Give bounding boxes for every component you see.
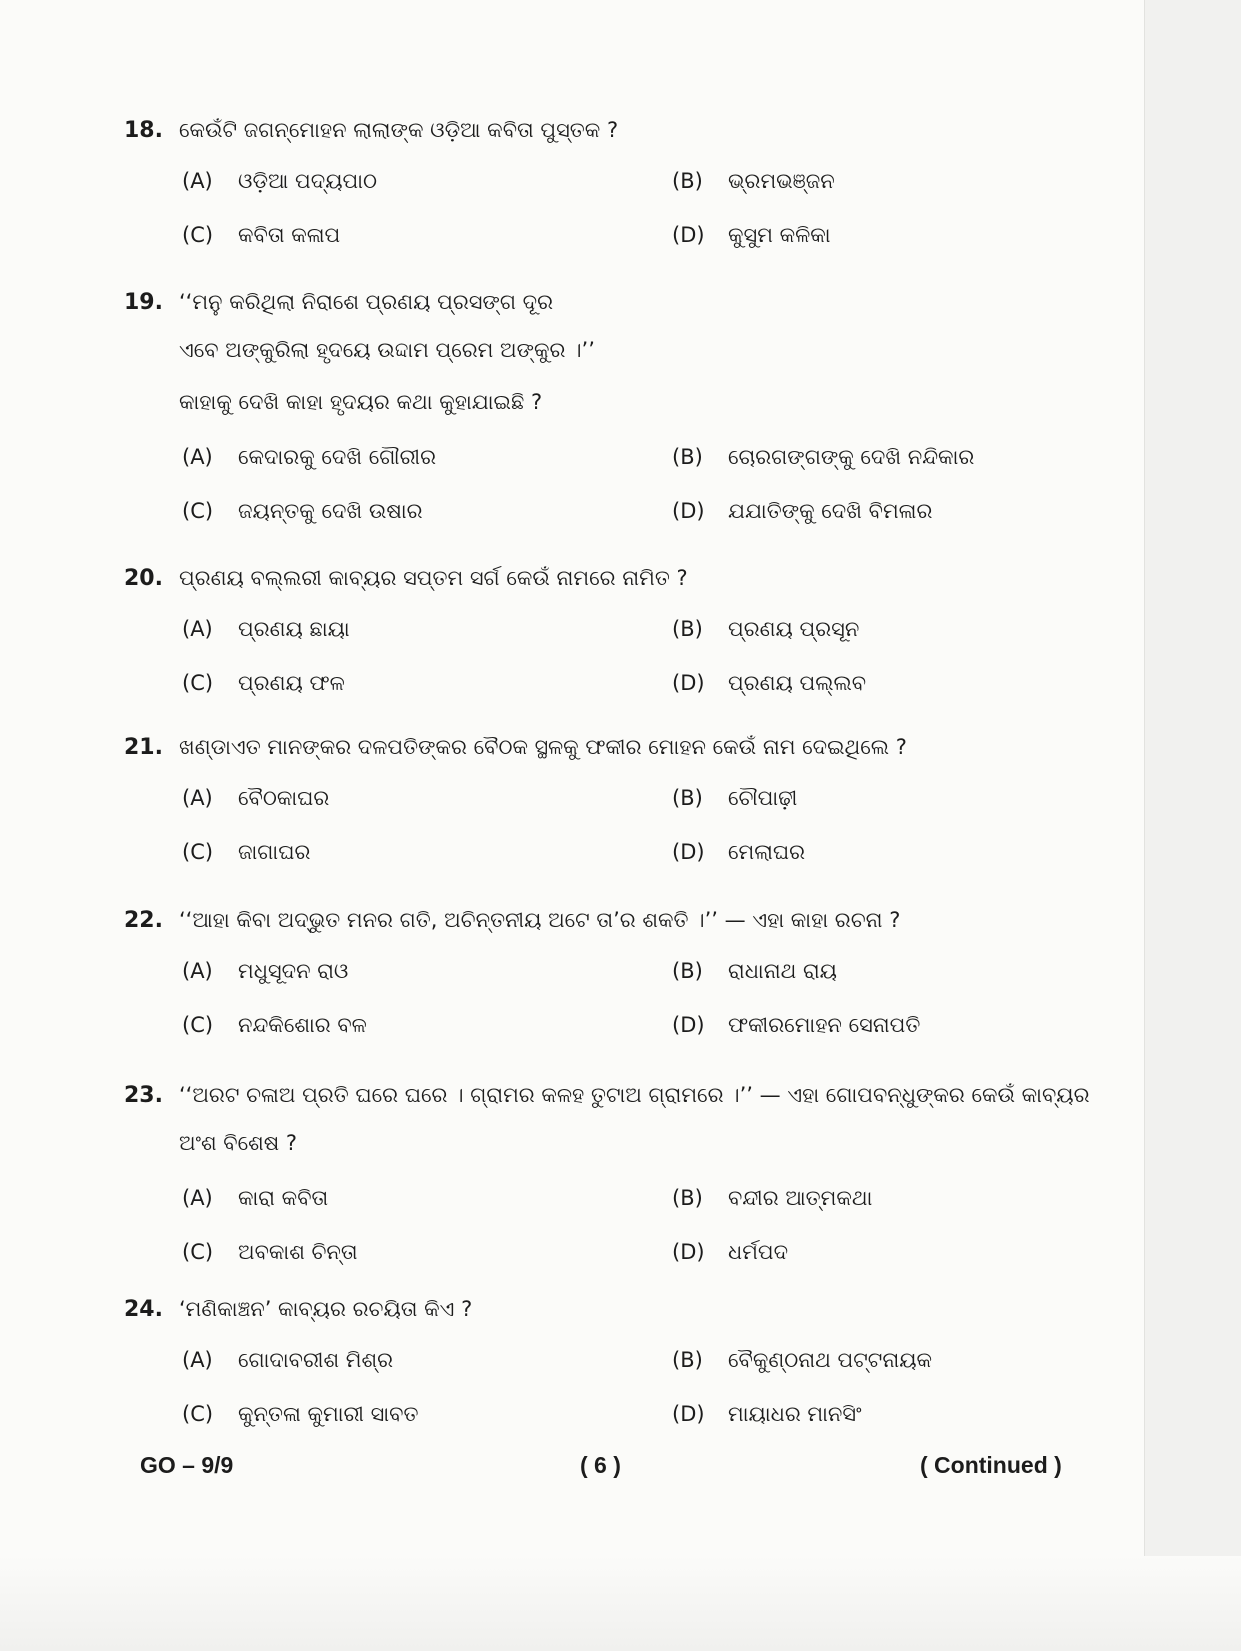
options [182,436,1084,532]
question-number: 21. [124,735,163,760]
option-d: (D) ମାୟାଧର ମାନସିଂ [672,1402,862,1426]
options [182,777,1084,873]
option-b: (B) ରାଧାନାଥ ରାୟ [672,959,837,983]
option-b: (B) ଚୌପାଢ଼ୀ [672,786,798,810]
question-18 [124,108,1084,256]
option-d: (D) ଫକୀରମୋହନ ସେନାପତି [672,1013,921,1037]
option-d: (D) ମେଲାଘର [672,840,806,864]
question-19 [124,280,1084,532]
options [182,1177,1084,1273]
option-a: (A) ଗୋଦାବରୀଶ ମିଶ୍ର [182,1348,394,1372]
option-b: (B) ବୈକୁଣ୍ଠନାଥ ପଟ୍ଟନାୟକ [672,1348,933,1372]
option-d: (D) ଯଯାତିଙ୍କୁ ଦେଖି ବିମଳାର [672,499,933,523]
option-c: (C) କବିତା କଳାପ [182,223,341,247]
question-24 [124,1287,1084,1435]
option-d: (D) ଧର୍ମପଦ [672,1240,789,1264]
option-c: (C) ନନ୍ଦକିଶୋର ବଳ [182,1013,367,1037]
option-b: (B) ଚୋରଗଙ୍ଗଙ୍କୁ ଦେଖି ନନ୍ଦିକାର [672,445,975,469]
option-c: (C) ଅବକାଶ ଚିନ୍ତା [182,1240,358,1264]
booklet-code: GO – 9/9 [140,1452,234,1478]
question-number: 24. [124,1297,163,1322]
question-text: ପ୍ରଣୟ ବଲ୍ଲରୀ କାବ୍ୟର ସପ୍ତମ ସର୍ଗ କେଉଁ ନାମରେ ନାମିତ ? [179,566,688,590]
option-a: (A) ପ୍ରଣୟ ଛାୟା [182,617,350,641]
question-text: ‘‘ଅରଟ ଚଳାଅ ପ୍ରତି ଘରେ ଘରେ । ଗ୍ରାମର କଳହ ତୁଟାଅ ଗ୍ରାମରେ ।’’ — ଏହା ଗୋପବନ୍ଧୁଙ୍କର କେଉଁ କାବ୍ୟର [179,1083,1090,1107]
question-number: 23. [124,1083,163,1108]
option-d: (D) କୁସୁମ କଳିକା [672,223,831,247]
option-c: (C) ଜାଗାଘର [182,840,311,864]
question-23 [124,1073,1090,1273]
option-a: (A) କେଦାରକୁ ଦେଖି ଗୌରୀର [182,445,437,469]
option-d: (D) ପ୍ରଣୟ ପଲ୍ଲବ [672,671,867,695]
page-edge-shadow [1144,0,1241,1651]
option-a: (A) ବୈଠକାଘର [182,786,330,810]
question-text: ‘‘ମନୁ କରିଥିଲା ନିରାଶେ ପ୍ରଣୟ ପ୍ରସଙ୍ଗ ଦୂର [179,290,554,314]
option-b: (B) ଭ୍ରମଭଞ୍ଜନ [672,169,835,193]
question-22 [124,898,1084,1046]
question-text: ‘ମଣିକାଞ୍ଚନ’ କାବ୍ୟର ରଚୟିତା କିଏ ? [179,1297,473,1321]
question-21 [124,725,1084,873]
option-a: (A) ଓଡ଼ିଆ ପଦ୍ୟପାଠ [182,169,378,193]
option-c: (C) ପ୍ରଣୟ ଫଳ [182,671,345,695]
continued-label: ( Continued ) [920,1452,1062,1478]
page-number: ( 6 ) [580,1452,621,1478]
question-text: ‘‘ଆହା କିବା ଅଦ୍ଭୁତ ମନର ଗତି, ଅଚିନ୍ତନୀୟ ଅଟେ ତା’ର ଶକତି ।’’ — ଏହା କାହା ରଚନା ? [179,908,901,932]
option-a: (A) ମଧୁସୂଦନ ରାଓ [182,959,349,983]
options [182,950,1084,1046]
option-b: (B) ବନ୍ଦୀର ଆତ୍ମକଥା [672,1186,873,1210]
option-c: (C) ଜୟନ୍ତକୁ ଦେଖି ଉଷାର [182,499,423,523]
option-b: (B) ପ୍ରଣୟ ପ୍ରସୂନ [672,617,860,641]
page-bottom-shadow [0,1556,1241,1651]
question-text-line-2: ଅଂଶ ବିଶେଷ ? [179,1131,298,1155]
question-text-line-3: କାହାକୁ ଦେଖି କାହା ହୃଦୟର କଥା କୁହାଯାଇଛି ? [179,390,543,414]
question-number: 20. [124,566,163,591]
options [182,160,1084,256]
question-text-line-2: ଏବେ ଅଙ୍କୁରିଲା ହୃଦୟେ ଉଦ୍ଦାମ ପ୍ରେମ ଅଙ୍କୁର ।’’ [179,338,595,362]
options [182,1339,1084,1435]
question-number: 19. [124,290,163,315]
question-text: କେଉଁଟି ଜଗନ୍ମୋହନ ଲାଲାଙ୍କ ଓଡ଼ିଆ କବିତା ପୁସ୍ତକ ? [179,118,619,142]
question-20 [124,556,1084,704]
option-c: (C) କୁନ୍ତଳା କୁମାରୀ ସାବତ [182,1402,419,1426]
page-footer [0,1452,1241,1492]
question-text: ଖଣ୍ଡାଏତ ମାନଙ୍କର ଦଳପତିଙ୍କର ବୈଠକ ସ୍ଥଳକୁ ଫକୀର ମୋହନ କେଉଁ ନାମ ଦେଇଥିଲେ ? [179,735,907,759]
options [182,608,1084,704]
question-number: 18. [124,118,163,143]
option-a: (A) କାରା କବିତା [182,1186,329,1210]
question-number: 22. [124,908,163,933]
